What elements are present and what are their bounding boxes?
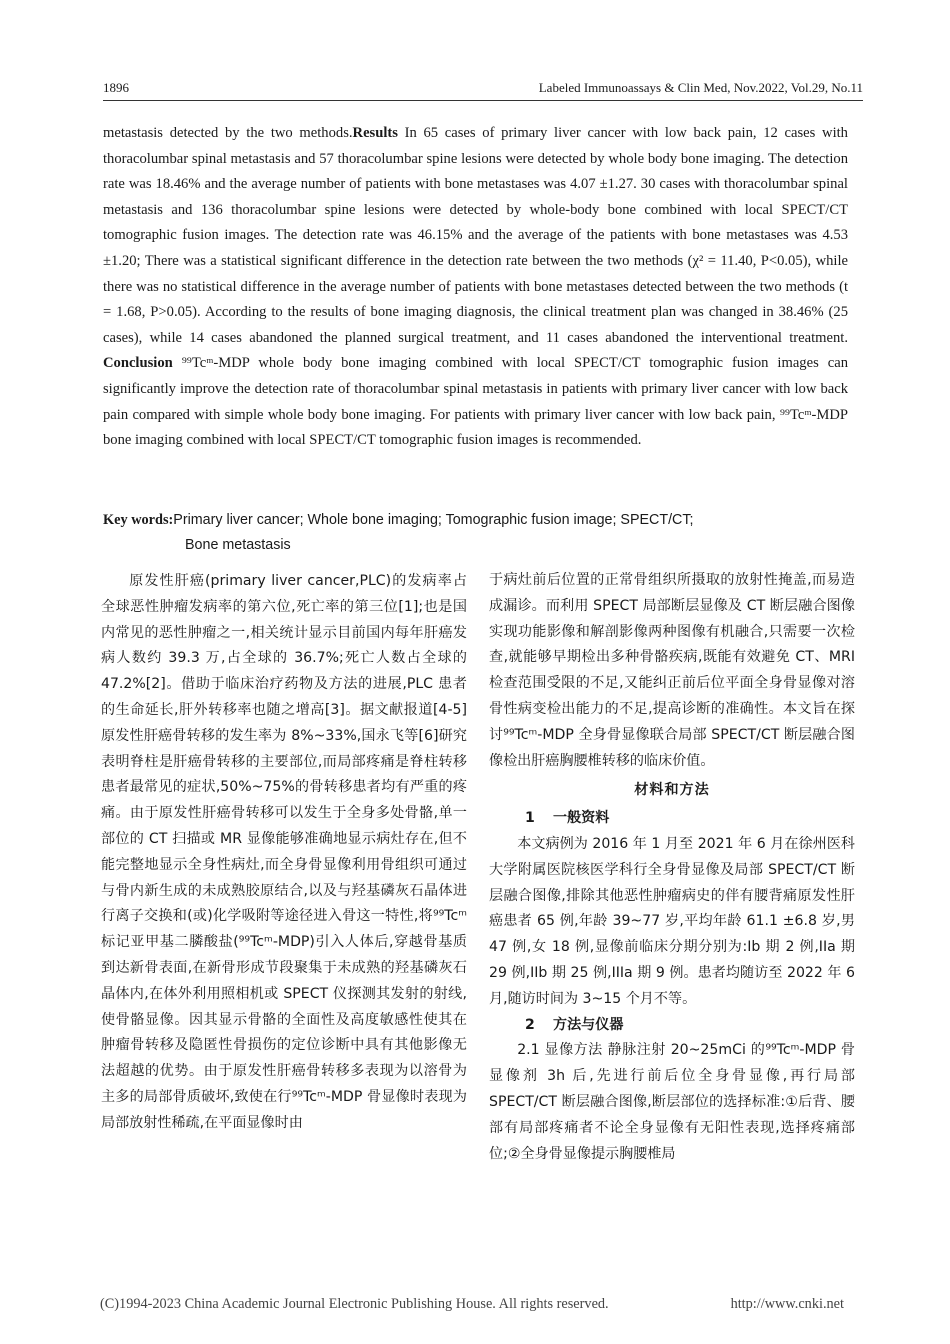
conclusion-label: Conclusion [103,355,173,372]
right-column [489,568,855,1167]
abstract-methods-tail: metastasis detected by the two methods. [103,125,353,141]
abstract-paragraph [103,121,848,454]
english-abstract [103,121,848,454]
subsection-2-heading [489,1013,855,1039]
imaging-method-paragraph [489,1038,855,1167]
imaging-method-label: 2.1 显像方法 [517,1042,603,1059]
intro-paragraph-continued: 于病灶前后位置的正常骨组织所摄取的放射性掩盖,而易造成漏诊。而利用 SPECT 局部断层显像及 CT 断层融合图像实现功能影像和解剖影像两种图像有机融合,只需要一次检查,就能够早期检出多种骨骼疾病,既能有效避免 CT、MRI 检查范围受限的不足,又能纠正前后位平面全身骨显像对溶骨性病变检出能力的不足,提高诊断的准确性。本文旨在探讨⁹⁹Tcᵐ-MDP 全身骨显像联合局部 SPECT/CT 断层融合图像检出肝癌胸腰椎转移的临床价值。 [489,572,855,769]
general-data-paragraph: 本文病例为 2016 年 1 月至 2021 年 6 月在徐州医科大学附属医院核医学科行全身骨显像及局部 SPECT/CT 断层融合图像,排除其他恶性肿瘤病史的伴有腰背痛原发性肝癌患者 65 例,年龄 39~77 岁,平均年龄 61.1 ±6.8 岁,男 47 例,女 18 例,显像前临床分期分别为:Ib 期 2 例,IIa 期 29 例,IIb 期 25 例,IIIa 期 9 例。患者均随访至 2022 年 6 月,随访时间为 3~15 个月不等。 [489,835,855,1007]
subsection-2-title: 方法与仪器 [553,1016,624,1033]
journal-citation: Labeled Immunoassays & Clin Med, Nov.2022, Vol.29, No.11 [538,80,863,95]
footer-url: http://www.cnki.net [730,1296,844,1312]
keywords-line-2: Bone metastasis [185,537,291,553]
subsection-1-title: 一般资料 [553,810,610,827]
abstract-results: In 65 cases of primary liver cancer with low back pain, 12 cases with thoracolumbar spinal metastasis and 57 thoracolumbar spine lesions were detected by whole body bone imaging. The detection rate was 18.46% and the average number of patients with bone metastases was 4.07 ±1.27. 30 cases with thoracolumbar spinal metastasis and 136 thoracolumbar spine lesions were detected by whole-body bone combined with local SPECT/CT tomographic fusion images. The detection rate was 46.15% and the average of the patients with bone metastases was 4.53 ±1.20; There was a statistical significant difference in the detection rate between the two methods (χ² = 11.40, P<0.05), while there was no statistical difference in the average number of patients with bone metastases detected between the two methods (t = 1.68, P>0.05). According to the results of bone imaging diagnosis, the clinical treatment plan was changed in 38.46% (25 cases), while 14 cases abandoned the planned surgical treatment, and 11 cases abandoned the interventional treatment. [103,125,848,346]
keywords-label: Key words: [103,512,174,528]
subsection-1-heading [489,806,855,832]
page-number: 1896 [103,80,129,95]
section-title: 材料和方法 [634,782,710,799]
subsection-2-number: 2 [525,1016,535,1033]
imaging-method-text: 静脉注射 20~25mCi 的⁹⁹Tcᵐ-MDP 骨显像剂 3h 后,先进行前后位全身骨显像,再行局部 SPECT/CT 断层融合图像,断层部位的选择标准:①后背、腰部有局部疼痛者不论全身显像有无阳性表现,选择疼痛部位;②全身骨显像提示胸腰椎局 [489,1042,855,1162]
running-header [103,80,863,102]
header-rule [103,100,863,101]
keywords [103,508,863,558]
copyright-notice: (C)1994-2023 China Academic Journal Electronic Publishing House. All rights reserved. [100,1296,609,1312]
left-column [101,569,467,1137]
keywords-line-1 [103,508,863,533]
keywords-list-1: Primary liver cancer; Whole bone imaging; Tomographic fusion image; SPECT/CT; [173,512,694,528]
results-label: Results [352,125,398,141]
intro-paragraph: 原发性肝癌(primary liver cancer,PLC)的发病率占全球恶性肿瘤发病率的第六位,死亡率的第三位[1];也是国内常见的恶性肿瘤之一,相关统计显示目前国内每年肝癌发病人数约 39.3 万,占全球的 36.7%;死亡人数占全球的 47.2%[2]。借助于临床治疗药物及方法的进展,PLC 患者的生命延长,肝外转移率也随之增高[3]。据文献报道[4-5]原发性肝癌骨转移的发生率为 8%~33%,国永飞等[6]研究表明脊柱是肝癌骨转移的主要部位,而局部疼痛是脊柱转移患者最常见的症状,50%~75%的骨转移患者均有严重的疼痛。由于原发性肝癌骨转移可以发生于全身多处骨骼,单一部位的 CT 扫描或 MR 显像能够准确地显示病灶存在,但不能完整地显示全身性病灶,而全身骨显像利用骨组织可通过与骨内新生成的未成熟胶原结合,以及与羟基磷灰石晶体进行离子交换和(或)化学吸附等途径进入骨这一特性,将⁹⁹Tcᵐ标记亚甲基二膦酸盐(⁹⁹Tcᵐ-MDP)引入人体后,穿越骨基质到达新骨表面,在新骨形成节段聚集于未成熟的羟基磷灰石晶体内,在体外利用照相机或 SPECT 仪探测其发射的射线,使骨骼显像。因其显示骨骼的全面性及高度敏感性使其在肿瘤骨转移及隐匿性骨损伤的定位诊断中具有其他影像无法超越的优势。由于原发性肝癌骨转移多表现为以溶骨为主多的局部骨质破坏,致使在行⁹⁹Tcᵐ-MDP 骨显像时表现为局部放射性稀疏,在平面显像时由 [101,573,467,1131]
subsection-1-number: 1 [525,810,535,827]
abstract-conclusion: ⁹⁹Tcᵐ-MDP whole body bone imaging combined with local SPECT/CT tomographic fusion images can significantly improve the detection rate of thoracolumbar spinal metastasis in patients with primary liver cancer with low back pain compared with simple whole body bone imaging. For patients with primary liver cancer with low back pain, ⁹⁹Tcᵐ-MDP bone imaging combined with local SPECT/CT tomographic fusion images is recommended. [103,355,848,449]
